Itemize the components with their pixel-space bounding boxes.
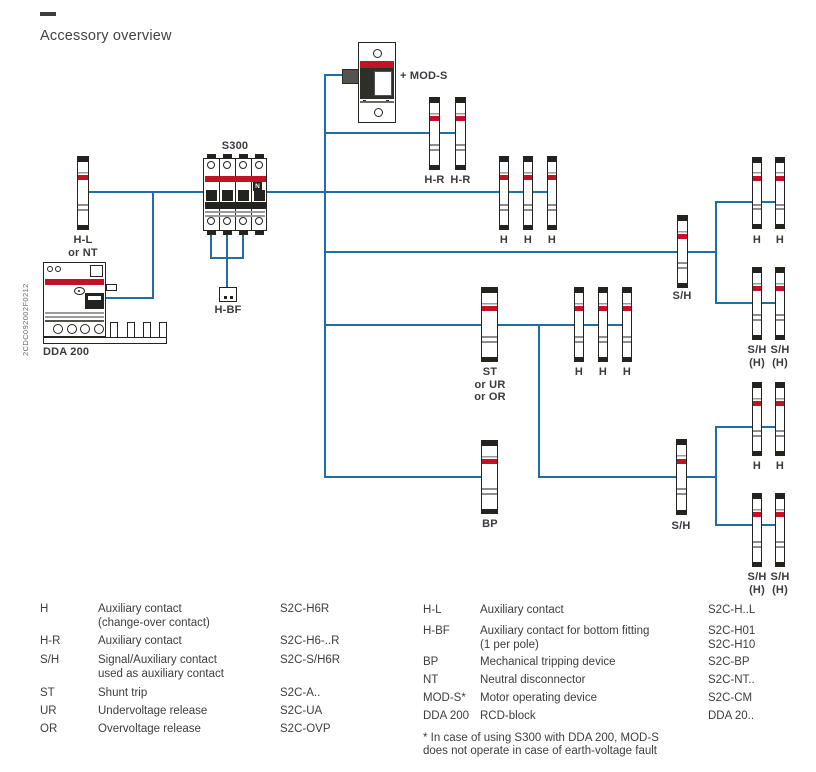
label-h: H <box>523 234 533 246</box>
label-h-r: H-R <box>424 174 445 186</box>
device-mod-s <box>358 42 396 123</box>
branch2-vertical <box>715 426 717 526</box>
branch1-top <box>715 201 781 203</box>
legend-row: NT Neutral disconnector S2C-NT.. <box>423 674 755 686</box>
dda-branch <box>105 297 154 299</box>
document-code-vertical: 2CDC092002F0212 <box>21 283 30 356</box>
label-s-h-h: S/H (H) <box>770 571 790 596</box>
label-s-h-h: S/H (H) <box>747 571 767 596</box>
legend-row: MOD-S* Motor operating device S2C-CM <box>423 692 753 704</box>
legend-row: H-R Auxiliary contact S2C-H6-..R <box>40 635 340 647</box>
line-sh-top <box>324 251 716 253</box>
device-bp <box>481 440 498 514</box>
label-h-bf: H-BF <box>214 304 242 316</box>
branch1-vertical <box>715 201 717 304</box>
busbar-pin <box>127 322 135 338</box>
dda-toggle <box>85 293 104 309</box>
label-bp: BP <box>482 518 498 530</box>
line-to-mods <box>324 74 344 76</box>
device-h <box>775 157 785 229</box>
line-to-hr <box>324 132 464 134</box>
label-h-r: H-R <box>450 174 471 186</box>
device-h <box>499 156 509 230</box>
busbar-pin <box>143 322 151 338</box>
device-h-l <box>77 156 89 230</box>
legend-row: S/H Signal/Auxiliary contact used as auxiliary contact S2C-S/H6R <box>40 654 341 680</box>
device-s-h-h <box>752 493 762 567</box>
s300-drop-2 <box>226 233 228 259</box>
trunk-line <box>324 75 326 478</box>
label-h: H <box>547 234 557 246</box>
page-title: Accessory overview <box>40 28 172 44</box>
label-h: H <box>622 366 632 378</box>
dda-side-tab <box>106 284 117 291</box>
label-s-h-h: S/H (H) <box>770 344 790 369</box>
legend-row: H Auxiliary contact (change-over contact) S2C-H6R <box>40 603 330 629</box>
branch1-bottom <box>715 302 781 304</box>
label-s-h: S/H <box>671 520 691 532</box>
device-h <box>523 156 533 230</box>
device-h <box>574 287 584 362</box>
device-s-h-h <box>775 267 785 340</box>
device-h-r <box>429 97 440 170</box>
line-sh-bottom <box>538 476 716 478</box>
test-eye-icon <box>74 287 85 295</box>
device-s-h-h <box>752 267 762 340</box>
device-h <box>752 382 762 456</box>
label-s-h-h: S/H (H) <box>747 344 767 369</box>
legend-row: OR Overvoltage release S2C-OVP <box>40 723 331 735</box>
label-st-ur-or: ST or UR or OR <box>474 366 506 403</box>
legend-row: H-BF Auxiliary contact for bottom fitting (1 per pole) S2C-H01 S2C-H10 <box>423 625 756 651</box>
neutral-pole-marker: N <box>253 182 262 191</box>
device-h-r <box>455 97 466 170</box>
s300-drop-1 <box>210 233 212 259</box>
device-h <box>547 156 557 230</box>
label-h: H <box>752 234 762 246</box>
device-h <box>752 157 762 229</box>
legend-row: UR Undervoltage release S2C-UA <box>40 705 323 717</box>
busbar-pin <box>110 322 118 338</box>
label-h: H <box>775 460 785 472</box>
title-dash <box>40 12 56 16</box>
device-h <box>775 382 785 456</box>
device-h-bf <box>219 287 237 302</box>
device-s-h-h <box>775 493 785 567</box>
hbf-drop <box>226 257 228 287</box>
device-s-h <box>677 215 688 288</box>
device-st-ur-or <box>481 287 498 362</box>
device-s-h <box>676 439 687 515</box>
legend-row: DDA 200 RCD-block DDA 20.. <box>423 710 755 722</box>
main-line <box>87 191 556 193</box>
legend-row: ST Shunt trip S2C-A.. <box>40 687 321 699</box>
device-h <box>622 287 632 362</box>
label-h: H <box>574 366 584 378</box>
label-h: H <box>775 234 785 246</box>
device-s300-breaker <box>203 154 267 235</box>
label-h: H <box>499 234 509 246</box>
label-s-h: S/H <box>672 290 692 302</box>
branch2-bottom <box>715 524 781 526</box>
legend-row: BP Mechanical tripping device S2C-BP <box>423 656 750 668</box>
label-h: H <box>752 460 762 472</box>
label-h-l: H-L or NT <box>68 234 98 259</box>
device-h <box>598 287 608 362</box>
dda-base-plate <box>43 337 167 344</box>
label-h: H <box>598 366 608 378</box>
footnote: * In case of using S300 with DDA 200, MOD-S does not operate in case of earth-voltage fault <box>423 732 659 757</box>
branch2-top <box>715 426 781 428</box>
label-mod-s: + MOD-S <box>400 70 448 82</box>
s300-drop-3 <box>242 233 244 259</box>
device-dda-200 <box>43 262 106 337</box>
dda-riser <box>152 192 154 298</box>
label-dda-200: DDA 200 <box>43 346 90 358</box>
label-s300: S300 <box>221 140 249 152</box>
st-drop <box>538 324 540 478</box>
busbar-pin <box>159 322 167 338</box>
legend-row: H-L Auxiliary contact S2C-H..L <box>423 604 756 616</box>
line-bp <box>324 476 482 478</box>
